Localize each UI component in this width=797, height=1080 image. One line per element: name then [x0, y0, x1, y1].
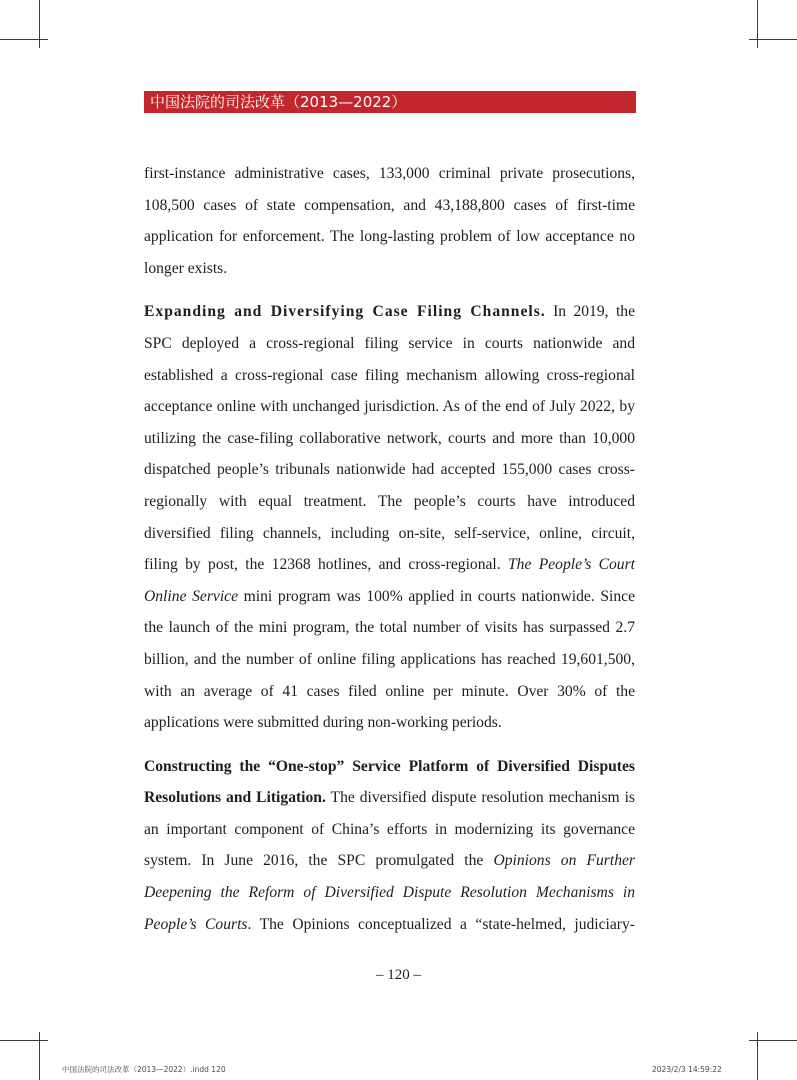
paragraph-3-text-b: . The Opinions conceptualized a “state-helmed, judiciary- [247, 915, 635, 933]
crop-mark-bottom-right-h [749, 1040, 797, 1041]
paragraph-1: first-instance administrative cases, 133,000 criminal private prosecutions, 108,500 cases of state compensation, and 43,188,800 cases of first-time application for enforcement. The long-lasting problem of low acceptance no longer exists. [144, 165, 635, 277]
paragraph-3-heading: Constructing the “One-stop” Service Platform of Diversified Disputes Resolutions and Litigation. [144, 757, 635, 807]
paragraph-2 [144, 296, 635, 738]
paragraph-2-heading: Expanding and Diversifying Case Filing Channels. [144, 303, 546, 321]
crop-mark-top-right-v [757, 0, 758, 48]
paragraph-3-italic-title: Opinions on Further Deepening the Reform of Diversified Dispute Resolution Mechanisms in People’s Courts [144, 852, 635, 933]
crop-mark-bottom-left-h [0, 1040, 48, 1041]
crop-mark-top-right-h [749, 39, 797, 40]
crop-mark-top-left-v [39, 0, 40, 48]
running-header-bar [144, 91, 636, 113]
slug-timestamp: 2023/2/3 14:59:22 [652, 1065, 722, 1074]
paragraph-3 [144, 751, 635, 941]
running-header-title: 中国法院的司法改革（2013—2022） [150, 93, 407, 111]
crop-mark-top-left-h [0, 39, 48, 40]
slug-file-name: 中国法院的司法改革（2013—2022）.indd 120 [62, 1065, 226, 1074]
page-number: – 120 – [376, 967, 421, 983]
paragraph-2-text-a: In 2019, the SPC deployed a cross-regional filing service in courts nationwide and established a cross-regional case filing mechanism allowing cross-regional acceptance online with unchanged jurisdiction. As of the end of July 2022, by utilizing the case-filing collaborative network, courts and more than 10,000 dispatched people’s tribunals nationwide had accepted 155,000 cases cross-regionally with equal treatment. The people’s courts have introduced diversified filing channels, including on-site, self-service, online, circuit, filing by post, the 12368 hotlines, and cross-regional. [144, 303, 635, 574]
paragraph-2-text-b: mini program was 100% applied in courts nationwide. Since the launch of the mini program, the total number of visits has surpassed 2.7 billion, and the number of online filing applications has reached 19,601,500, with an average of 41 cases filed online per minute. Over 30% of the applications were submitted during non-working periods. [144, 587, 635, 732]
body-text [144, 158, 635, 940]
paragraph-3-text-a: The diversified dispute resolution mechanism is an important component of China’s efforts in modernizing its governance system. In June 2016, the SPC promulgated the [144, 789, 635, 870]
paragraph-2-italic-title: The People’s Court Online Service [144, 556, 635, 605]
